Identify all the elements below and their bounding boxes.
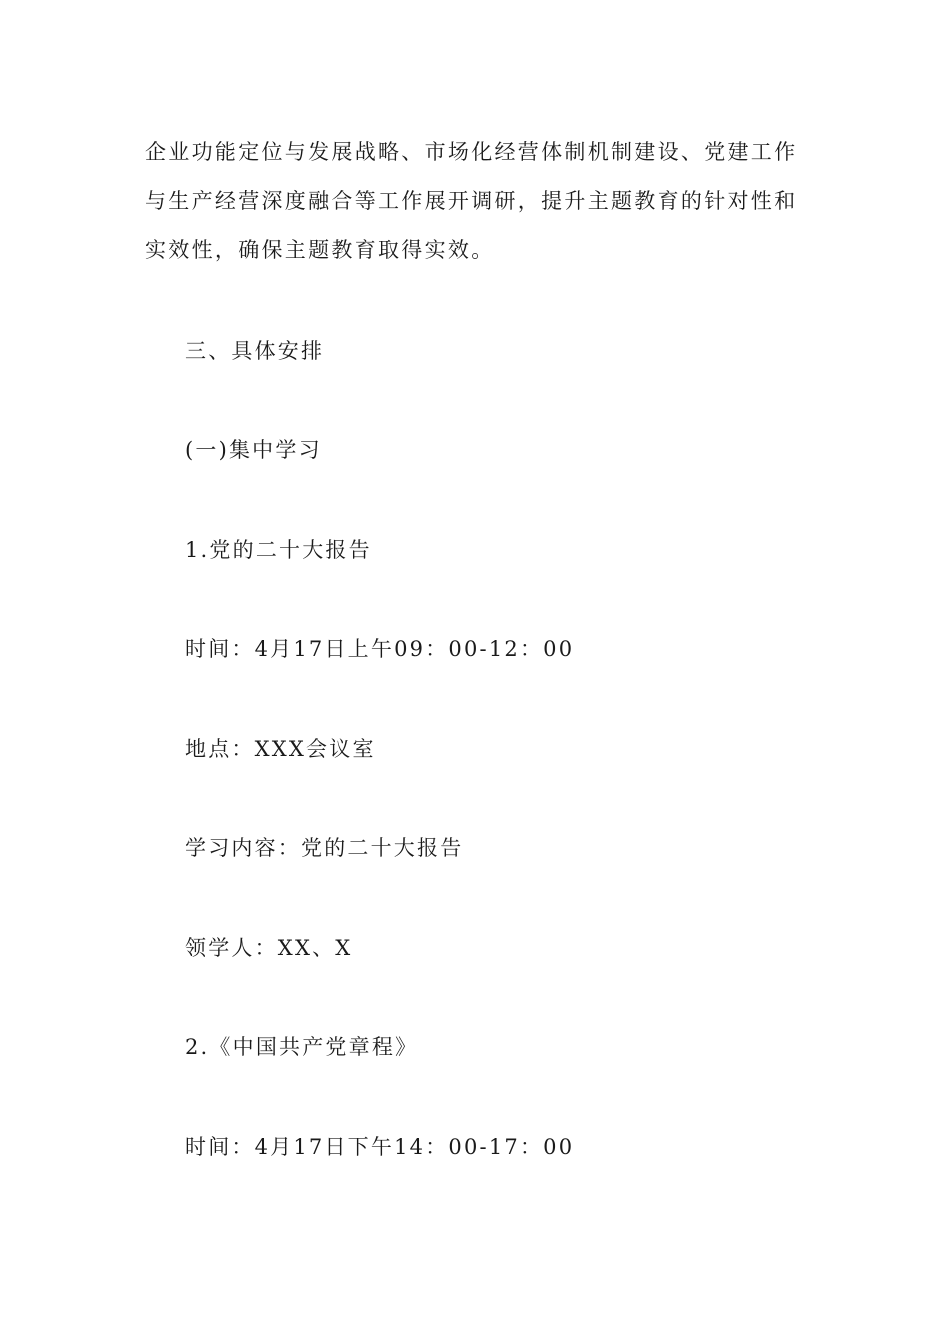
item1-time: 时间：4月17日上午09：00-12：00 <box>185 637 575 661</box>
item1-title: 1.党的二十大报告 <box>185 538 372 562</box>
subsection-heading: (一)集中学习 <box>185 438 322 462</box>
item1-content: 学习内容：党的二十大报告 <box>185 836 464 860</box>
item1-leader: 领学人：XX、X <box>185 936 353 960</box>
item2-title: 2.《中国共产党章程》 <box>185 1035 419 1059</box>
intro-paragraph: 企业功能定位与发展战略、市场化经营体制机制建设、党建工作与生产经营深度融合等工作展开调研，提升主题教育的针对性和实效性，确保主题教育取得实效。 <box>145 140 798 262</box>
section-heading: 三、具体安排 <box>185 339 325 363</box>
item1-location: 地点：XXX会议室 <box>185 737 376 761</box>
item2-time: 时间：4月17日下午14：00-17：00 <box>185 1135 575 1159</box>
